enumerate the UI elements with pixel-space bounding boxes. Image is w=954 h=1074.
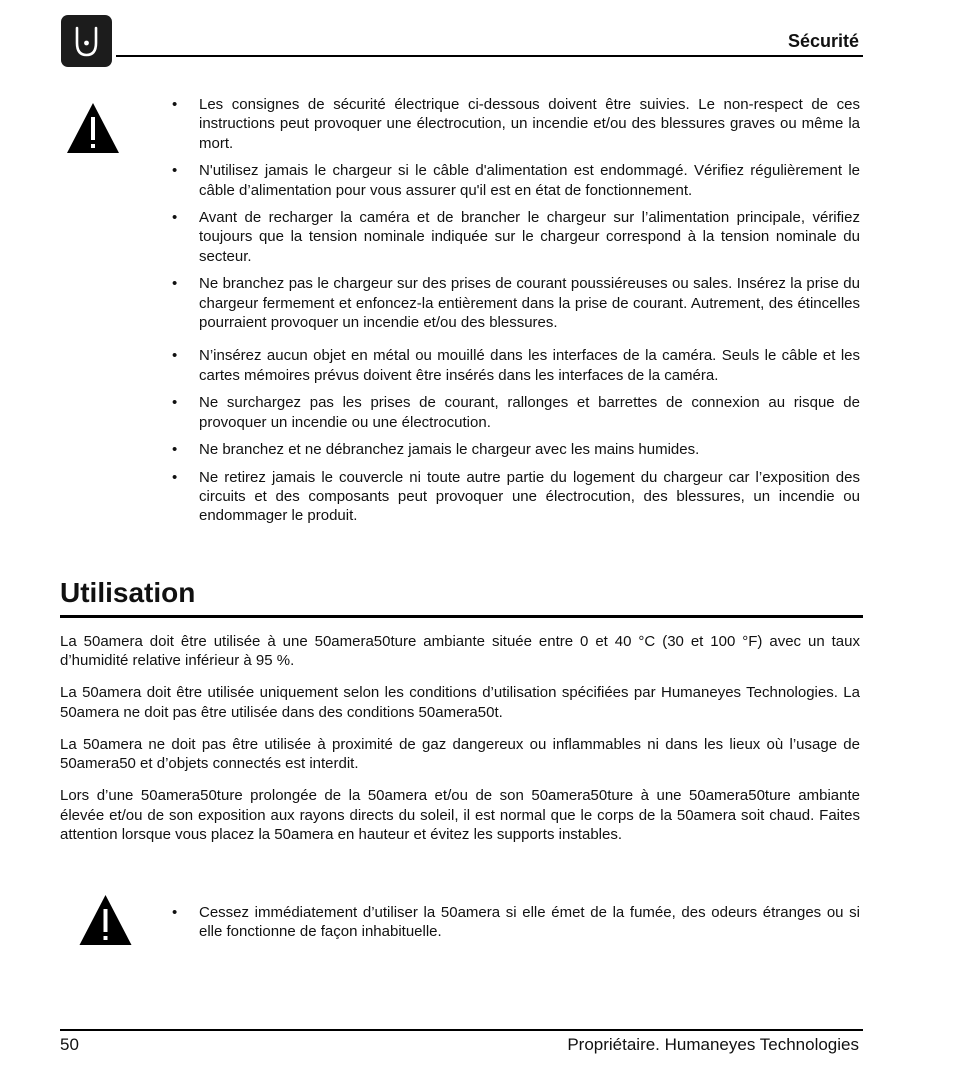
safety-bullet-list: [172, 95, 860, 534]
section-title: Utilisation: [60, 577, 196, 608]
list-item: • Ne branchez pas le chargeur sur des prises de courant poussiéreuses ou sales. Insérez la prise du chargeur fermement et enfoncez-la entièrement dans la prise de courant. Autrement, des étincelles pourraient provoquer un incendie et/ou des blessures.: [172, 274, 860, 332]
list-item: • Ne surchargez pas les prises de courant, rallonges et barrettes de connexion au risque de provoquer un incendie ou une électrocution.: [172, 393, 860, 432]
warning-triangle-icon: [66, 101, 120, 154]
list-item: • Ne branchez et ne débranchez jamais le chargeur avec les mains humides.: [172, 440, 860, 459]
footer-divider: [60, 1029, 863, 1031]
list-item: • N'utilisez jamais le chargeur si le câble d'alimentation est endommagé. Vérifiez régulièrement le câble d’alimentation pour vous assurer qu'il est en état de fonctionnement.: [172, 161, 860, 200]
paragraph: La 50amera ne doit pas être utilisée à proximité de gaz dangereux ou inflammables ni dans les lieux où l’usage de 50amera50 et d’objets connectés est interdit.: [60, 735, 860, 773]
paragraph: La 50amera doit être utilisée uniquement selon les conditions d’utilisation spécifiées par Humaneyes Technologies. La 50amera ne doit pas être utilisée dans des conditions 50amera50t.: [60, 684, 860, 721]
warning-triangle-icon: [78, 893, 133, 946]
header-title: Sécurité: [787, 31, 859, 51]
paragraph: Lors d’une 50amera50ture prolongée de la 50amera et/ou de son 50amera50ture à une 50amera50ture ambiante élevée et/ou de son exposition aux rayons directs du soleil, il est normal que le corps de la 50amera soit chaud. Faites attention lorsque vous placez la 50amera en hauteur et évitez les supports instables.: [60, 787, 860, 844]
section-body: [60, 632, 860, 857]
list-item: • Les consignes de sécurité électrique ci-dessous doivent être suivies. Le non-respect de ces instructions peut provoquer une électrocution, un incendie et/ou des blessures graves ou même la mort.: [172, 95, 860, 153]
list-item: • Cessez immédiatement d’utiliser la 50amera si elle émet de la fumée, des odeurs étranges ou si elle fonctionne de façon inhabituelle.: [172, 903, 860, 942]
header-divider: [116, 55, 863, 57]
list-item: • Ne retirez jamais le couvercle ni toute autre partie du logement du chargeur car l’exposition des circuits et des composants peut provoquer une électrocution, des blessures, un incendie ou endommager le produit.: [172, 468, 860, 526]
footer-owner: Propriétaire. Humaneyes Technologies: [567, 1035, 859, 1054]
humaneyes-logo: [61, 15, 112, 67]
list-item: • Avant de recharger la caméra et de brancher le chargeur sur l’alimentation principale, vérifiez toujours que la tension nominale indiquée sur le chargeur correspond à la tension nominale du secteur.: [172, 208, 860, 266]
page-number: 50: [60, 1035, 79, 1054]
warning-bullet-list: [172, 903, 860, 950]
list-item: • N’insérez aucun objet en métal ou mouillé dans les interfaces de la caméra. Seuls le câble et les cartes mémoires prévus doivent être insérés dans les interfaces de la caméra.: [172, 346, 860, 385]
paragraph: La 50amera doit être utilisée à une 50amera50ture ambiante située entre 0 et 40 °C (30 et 100 °F) avec un taux d’humidité relative inférieur à 95 %.: [60, 633, 860, 670]
section-divider: [60, 615, 863, 618]
